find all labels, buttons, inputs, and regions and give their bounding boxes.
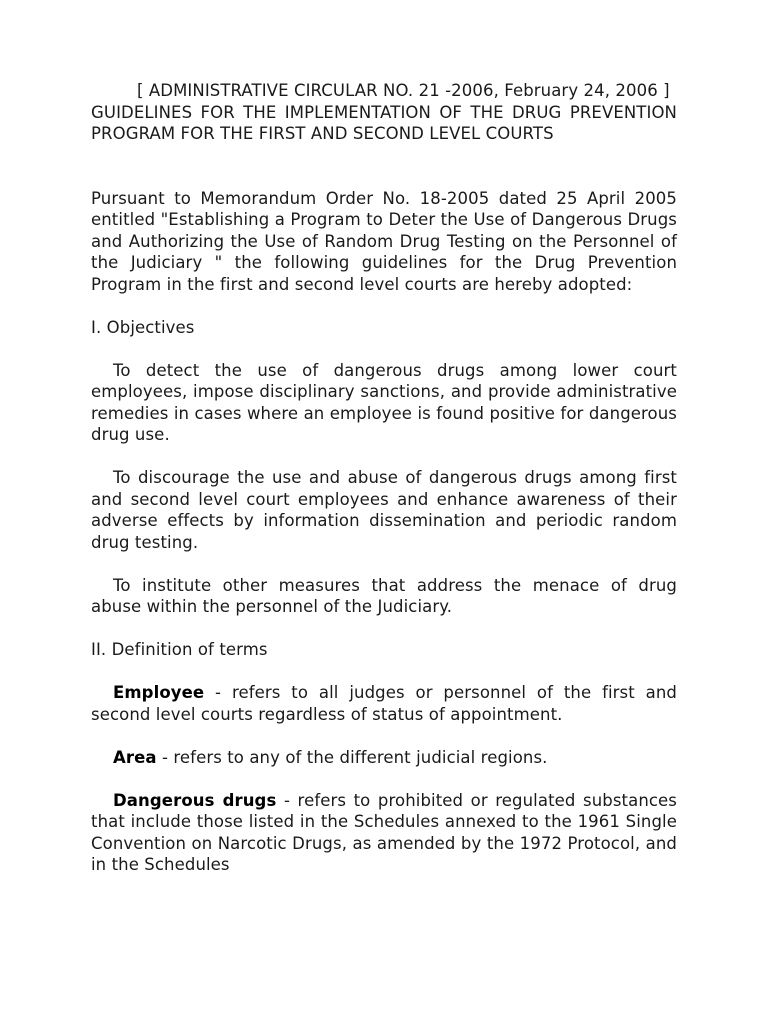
intro-paragraph: Pursuant to Memorandum Order No. 18-2005 dated 25 April 2005 entitled "Establishing a Program to Deter the Use of Dangerous Drugs and Authorizing the Use of Random Drug Testing on the Personnel of the Judiciary " the following guidelines for the Drug Prevention Program in the first and second level courts are hereby adopted:	[91, 188, 677, 294]
document-body	[91, 80, 677, 876]
definition-term: Dangerous drugs	[113, 790, 277, 810]
circular-title: GUIDELINES FOR THE IMPLEMENTATION OF THE DRUG PREVENTION PROGRAM FOR THE FIRST AND SECOND LEVEL COURTS	[91, 102, 677, 143]
objectives-heading: I. Objectives	[91, 317, 195, 337]
objective-paragraph: To detect the use of dangerous drugs among lower court employees, impose disciplinary sanctions, and provide administrative remedies in cases where an employee is found positive for dangerous drug use.	[91, 360, 677, 444]
objective-paragraph: To discourage the use and abuse of dangerous drugs among first and second level court employees and enhance awareness of their adverse effects by information dissemination and periodic random drug testing.	[91, 468, 677, 552]
definition-term: Employee	[113, 683, 205, 702]
definition-text: - refers to all judges or personnel of the first and second level courts regardless of status of appointment.	[91, 683, 677, 724]
objective-paragraph: To institute other measures that address the menace of drug abuse within the personnel of the Judiciary.	[91, 575, 677, 616]
definition-text: - refers to any of the different judicial regions.	[156, 747, 548, 767]
definition-dangerous-drugs	[91, 790, 677, 876]
definitions-heading: II. Definition of terms	[91, 640, 268, 659]
definition-employee	[91, 682, 677, 725]
definition-text: - refers to prohibited or regulated substances that include those listed in the Schedules annexed to the 1961 Single Convention on Narcotic Drugs, as amended by the 1972 Protocol, and in the Schedules	[91, 790, 677, 874]
definition-term: Area	[113, 747, 157, 767]
circular-heading: [ ADMINISTRATIVE CIRCULAR NO. 21 -2006, February 24, 2006 ]	[137, 81, 670, 100]
definition-area	[91, 747, 677, 769]
